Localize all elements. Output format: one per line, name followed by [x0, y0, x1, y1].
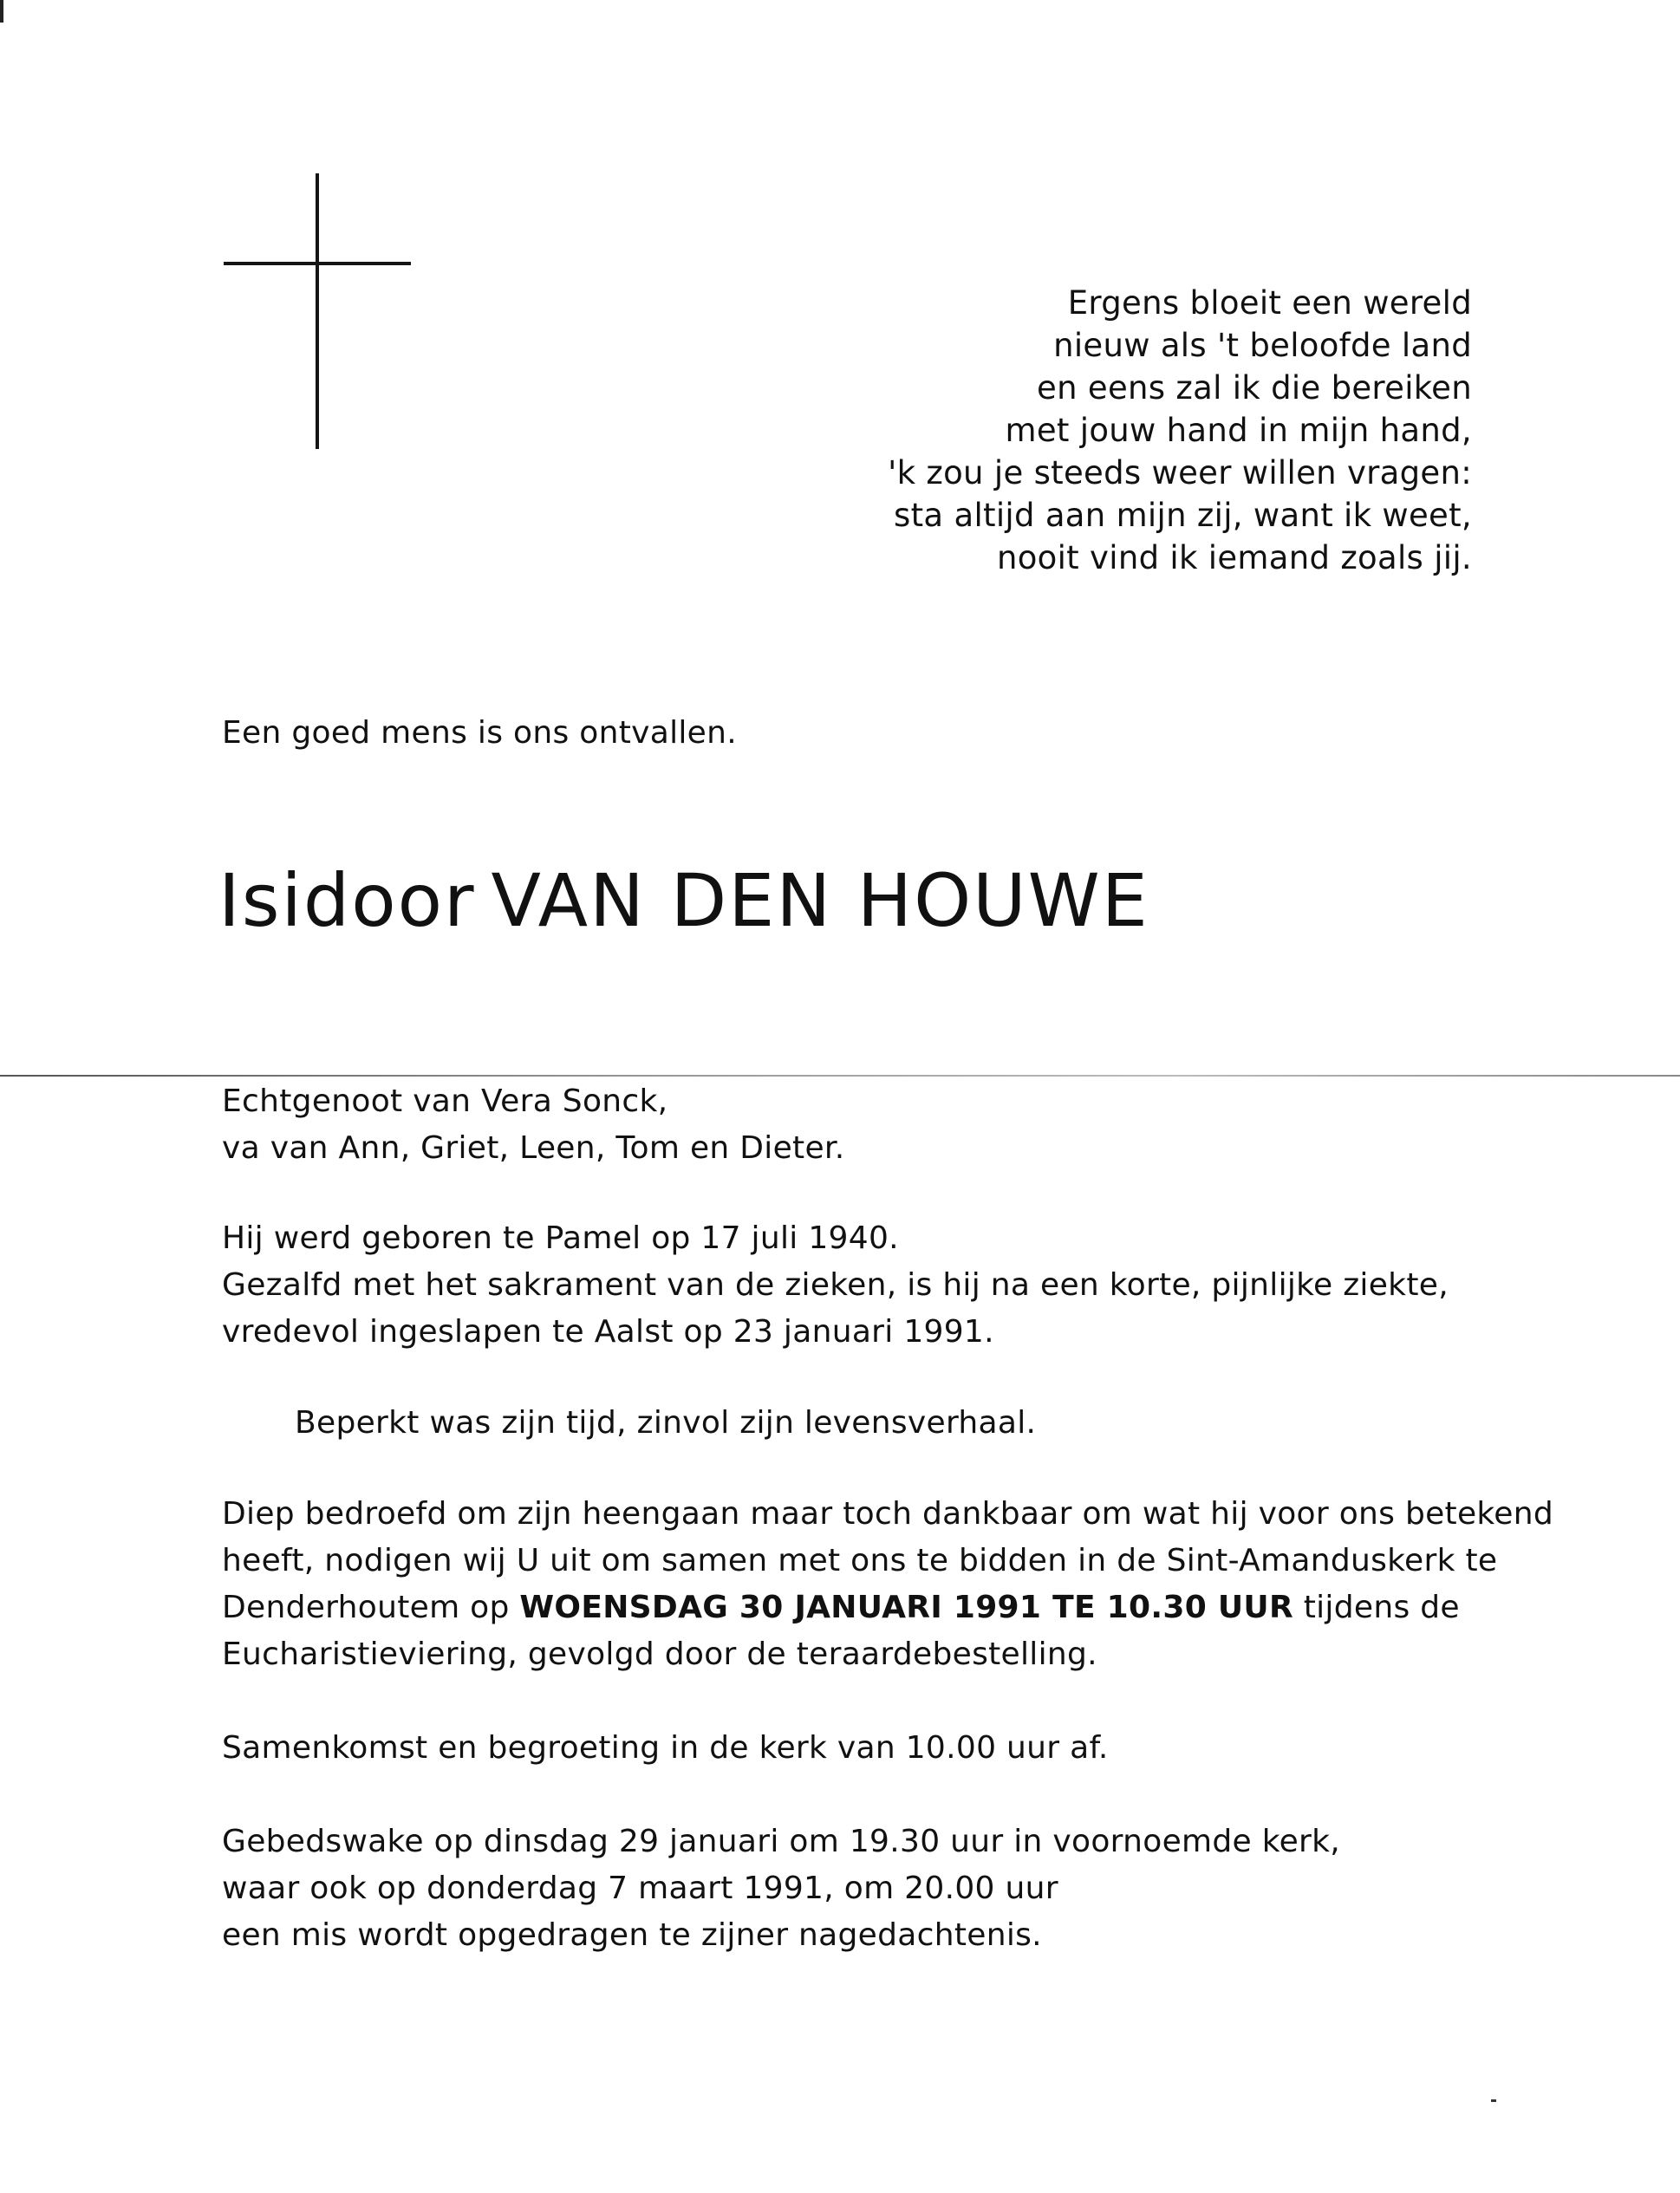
- invitation-text: Denderhoutem op: [222, 1590, 520, 1625]
- family-line: Echtgenoot van Vera Sonck,: [222, 1083, 668, 1119]
- deceased-name: [218, 858, 1149, 943]
- vigil-line: een mis wordt opgedragen te zijner nagedachtenis.: [222, 1917, 1042, 1953]
- birth-death-line: Hij werd geboren te Pamel op 17 juli 1940.: [222, 1220, 899, 1256]
- gathering-sentence: Samenkomst en begroeting in de kerk van 10.00 uur af.: [222, 1730, 1109, 1766]
- poem-line: 'k zou je steeds weer willen vragen:: [888, 454, 1472, 491]
- cross-vertical-bar: [316, 173, 319, 449]
- motto: Beperkt was zijn tijd, zinvol zijn levensverhaal.: [295, 1405, 1037, 1441]
- invitation-line: [222, 1585, 1553, 1631]
- poem-line: nooit vind ik iemand zoals jij.: [996, 539, 1472, 576]
- invitation-line: Diep bedroefd om zijn heengaan maar toch dankbaar om wat hij voor ons betekend: [222, 1496, 1553, 1532]
- invitation-line: heeft, nodigen wij U uit om samen met ons te bidden in de Sint-Amanduskerk te: [222, 1543, 1498, 1578]
- invitation-block: [222, 1491, 1553, 1678]
- poem-line: en eens zal ik die bereiken: [1037, 369, 1472, 407]
- scan-speck: [1491, 2099, 1496, 2102]
- intro-sentence: Een goed mens is ons ontvallen.: [222, 715, 737, 751]
- cross-horizontal-bar: [224, 262, 411, 265]
- poem-line: met jouw hand in mijn hand,: [1005, 412, 1472, 449]
- family-line: va van Ann, Griet, Leen, Tom en Dieter.: [222, 1130, 845, 1166]
- birth-death-line: vredevol ingeslapen te Aalst op 23 januari 1991.: [222, 1314, 994, 1350]
- vigil-line: Gebedswake op dinsdag 29 januari om 19.30 uur in voornoemde kerk,: [222, 1824, 1341, 1859]
- invitation-text: tijdens de: [1293, 1590, 1460, 1625]
- scan-edge-mark: [0, 0, 3, 23]
- poem-line: nieuw als 't beloofde land: [1053, 327, 1472, 364]
- family-block: [222, 1078, 844, 1172]
- fold-line: [0, 1075, 1680, 1077]
- invitation-line: Eucharistieviering, gevolgd door de teraardebestelling.: [222, 1637, 1097, 1672]
- poem: [813, 282, 1472, 579]
- vigil-block: [222, 1819, 1340, 1959]
- first-name: Isidoor: [218, 858, 476, 943]
- surname: VAN DEN HOUWE: [491, 858, 1149, 943]
- funeral-date-time: WOENSDAG 30 JANUARI 1991 TE 10.30 UUR: [519, 1590, 1293, 1625]
- birth-death-line: Gezalfd met het sakrament van de zieken, is hij na een korte, pijnlijke ziekte,: [222, 1267, 1449, 1303]
- poem-line: sta altijd aan mijn zij, want ik weet,: [894, 497, 1472, 534]
- vigil-line: waar ook op donderdag 7 maart 1991, om 20.00 uur: [222, 1871, 1058, 1906]
- poem-line: Ergens bloeit een wereld: [1067, 284, 1472, 322]
- birth-death-block: [222, 1215, 1449, 1356]
